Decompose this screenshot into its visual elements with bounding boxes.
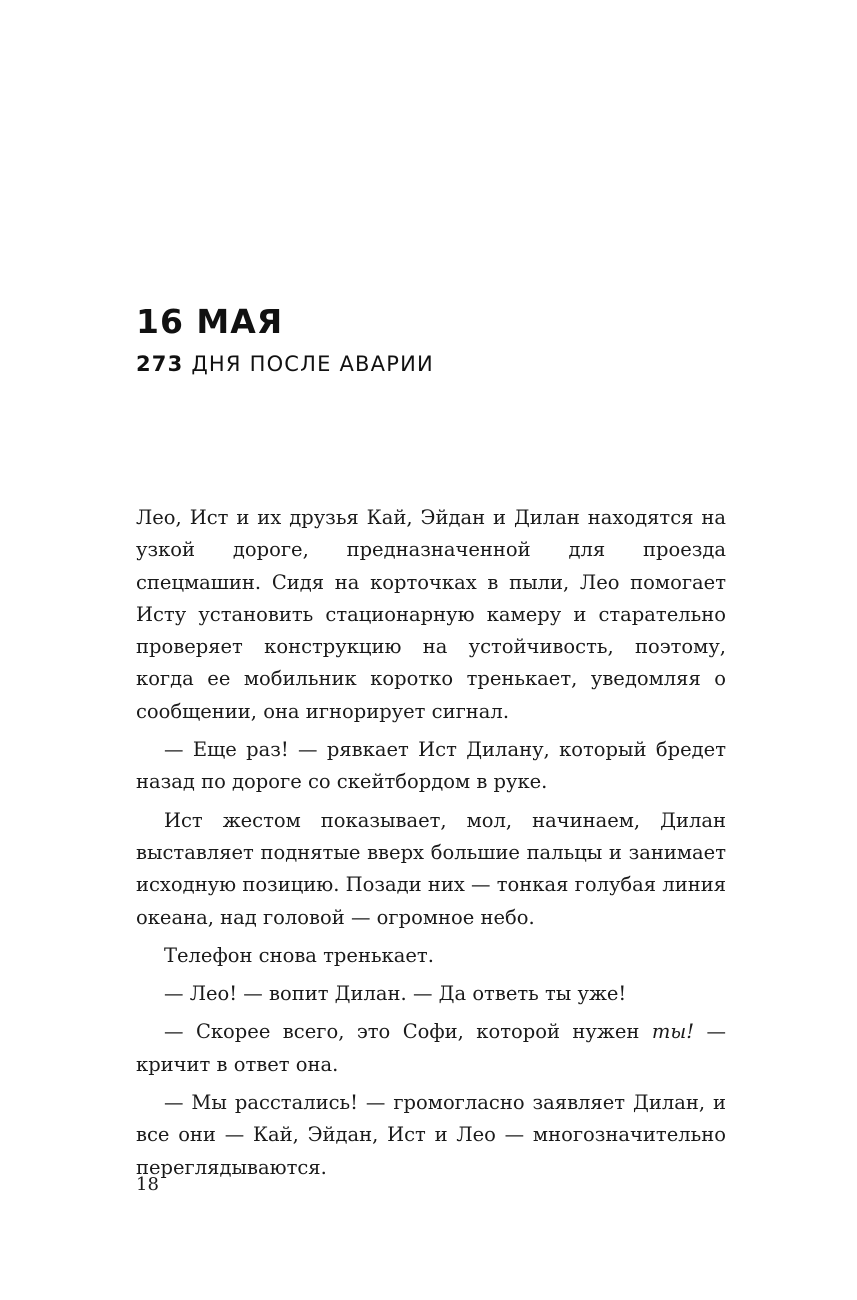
dialogue-text: — кричит в ответ она.	[136, 1020, 726, 1076]
emphasized-word: ты!	[651, 1020, 695, 1044]
chapter-title: 16 МАЯ	[136, 302, 284, 341]
paragraph	[136, 1016, 726, 1081]
paragraph: — Лео! — вопит Дилан. — Да ответь ты уже!	[164, 982, 627, 1006]
paragraph: Лео, Ист и их друзья Кай, Эйдан и Дилан находятся на узкой дороге, предназначенной для проезда спецмашин. Сидя на корточках в пыли, Лео помогает Исту установить стационарную камеру и старательно проверяет конструкцию на устойчивость, поэтому, когда ее мобильник коротко тренькает, уведомляя о сообщении, она игнорирует сигнал.	[136, 506, 726, 723]
paragraph: — Еще раз! — рявкает Ист Дилану, который бредет назад по дороге со скейтбордом в руке.	[136, 738, 726, 794]
subtitle-text: ДНЯ ПОСЛЕ АВАРИИ	[183, 352, 434, 376]
chapter-subtitle	[136, 352, 434, 377]
page-number: 18	[136, 1174, 159, 1195]
dialogue-text: — Скорее всего, это Софи, которой нужен	[164, 1020, 652, 1044]
days-count: 273	[136, 352, 184, 376]
paragraph: — Мы расстались! — громогласно заявляет Дилан, и все они — Кай, Эйдан, Ист и Лео — многозначительно переглядываются.	[136, 1091, 726, 1179]
body-text	[136, 502, 726, 1184]
paragraph: Ист жестом показывает, мол, начинаем, Дилан выставляет поднятые вверх большие пальцы и занимает исходную позицию. Позади них — тонкая голубая линия океана, над головой — огромное небо.	[136, 808, 726, 929]
paragraph: Телефон снова тренькает.	[164, 943, 434, 967]
